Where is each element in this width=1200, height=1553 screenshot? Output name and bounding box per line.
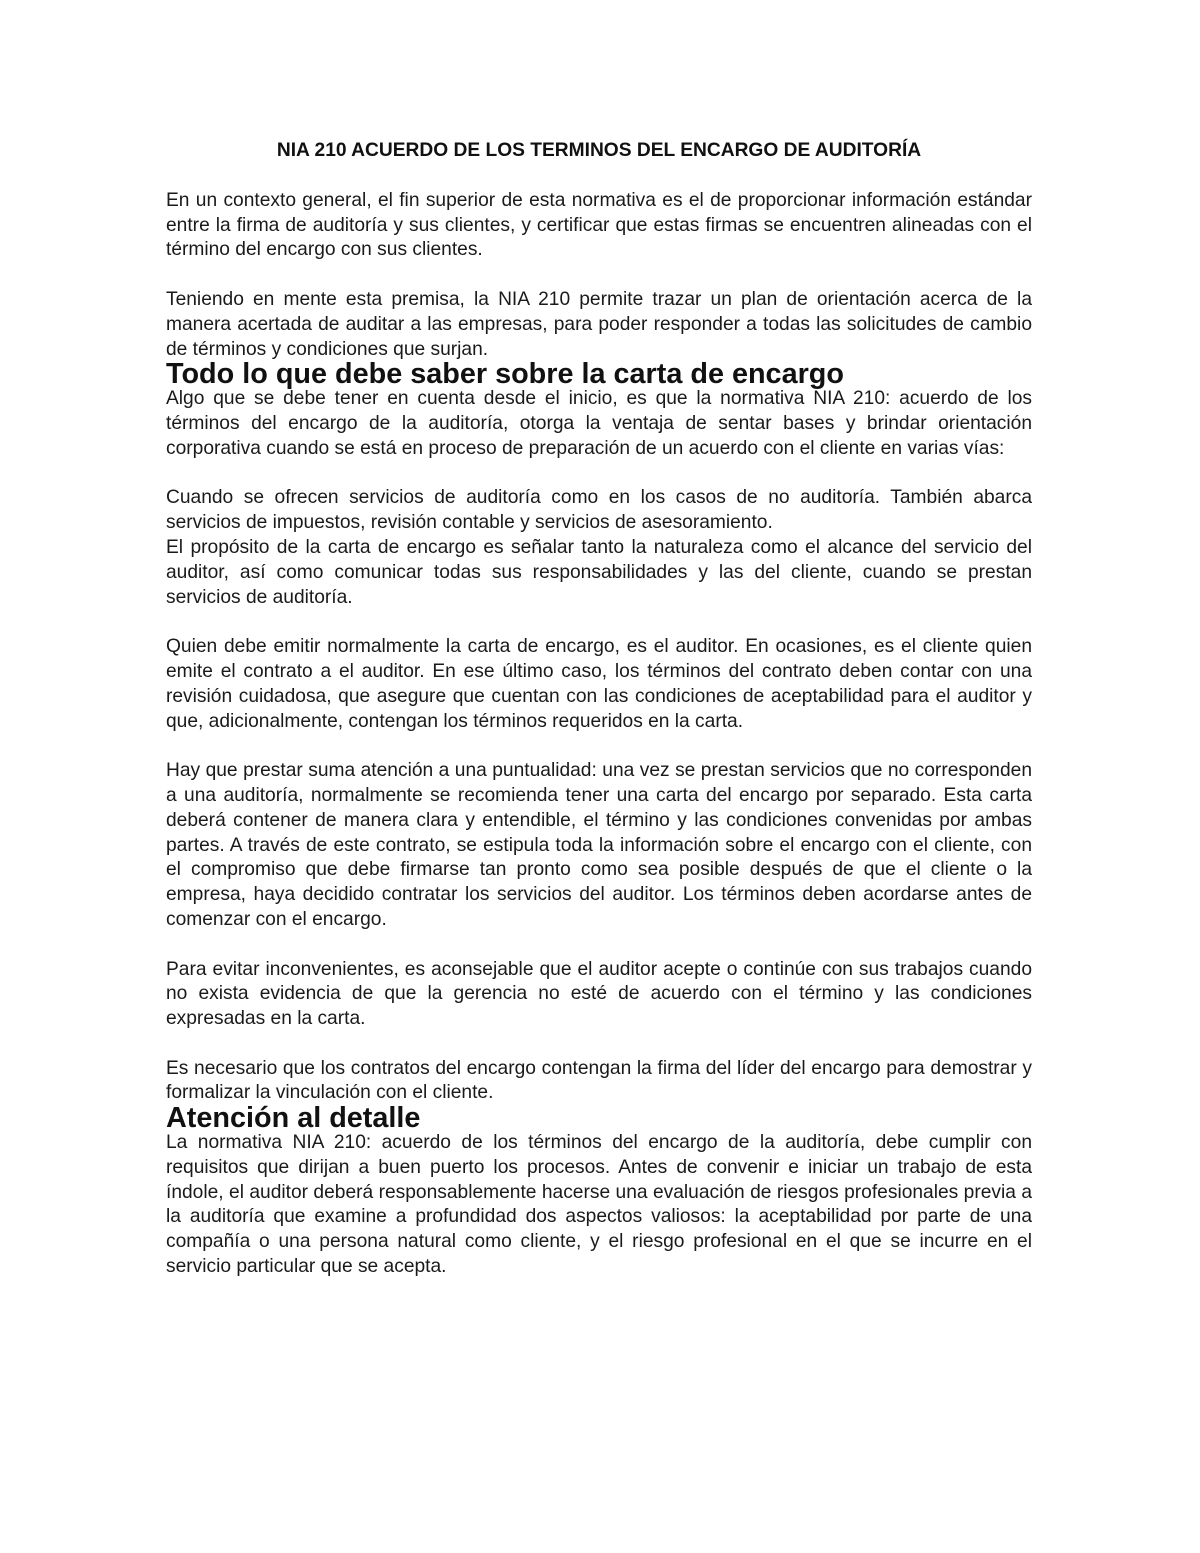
section1-paragraph: Es necesario que los contratos del encargo contengan la firma del líder del encargo para demostrar y formalizar la vinculación con el cliente. bbox=[166, 1057, 1032, 1104]
intro-paragraph: En un contexto general, el fin superior de esta normativa es el de proporcionar información estándar entre la firma de auditoría y sus clientes, y certificar que estas firmas se encuentren alineadas con el término del encargo con sus clientes. bbox=[166, 189, 1032, 261]
section1-paragraph: Quien debe emitir normalmente la carta de encargo, es el auditor. En ocasiones, es el cliente quien emite el contrato a el auditor. En ese último caso, los términos del contrato deben contar con una revisión cuidadosa, que asegure que cuentan con las condiciones de aceptabilidad para el auditor y que, adicionalmente, contengan los términos requeridos en la carta. bbox=[166, 636, 1032, 732]
section-heading-carta-de-encargo: Todo lo que debe saber sobre la carta de encargo bbox=[166, 358, 844, 391]
premise-paragraph: Teniendo en mente esta premisa, la NIA 210 permite trazar un plan de orientación acerca de la manera acertada de auditar a las empresas, para poder responder a todas las solicitudes de cambio de términos y condiciones que surjan. bbox=[166, 288, 1032, 360]
section-heading-atencion-al-detalle: Atención al detalle bbox=[166, 1102, 421, 1135]
section1-paragraph: El propósito de la carta de encargo es señalar tanto la naturaleza como el alcance del servicio del auditor, así como comunicar todas sus responsabilidades y las del cliente, cuando se prestan servicios de auditoría. bbox=[166, 536, 1032, 608]
section1-paragraph: Algo que se debe tener en cuenta desde el inicio, es que la normativa NIA 210: acuerdo de los términos del encargo de la auditoría, otorga la ventaja de sentar bases y brindar orientación corporativa cuando se está en proceso de preparación de un acuerdo con el cliente en varias vías: bbox=[166, 388, 1032, 459]
section1-paragraph: Hay que prestar suma atención a una puntualidad: una vez se prestan servicios que no corresponden a una auditoría, normalmente se recomienda tener una carta del encargo por separado. Esta carta deberá contener de manera clara y entendible, el término y las condiciones convenidas por ambas partes. A través de este contrato, se estipula toda la información sobre el encargo con el cliente, con el compromiso que debe firmarse tan pronto como sea posible después de que el cliente o la empresa, haya decidido contratar los servicios del auditor. Los términos deben acordarse antes de comenzar con el encargo. bbox=[166, 760, 1032, 930]
document-body bbox=[166, 139, 1032, 1280]
document-title: NIA 210 ACUERDO DE LOS TERMINOS DEL ENCARGO DE AUDITORÍA bbox=[276, 140, 922, 161]
section1-paragraph: Para evitar inconvenientes, es aconsejable que el auditor acepte o continúe con sus trabajos cuando no exista evidencia de que la gerencia no esté de acuerdo con el término y las condiciones expresadas en la carta. bbox=[166, 958, 1032, 1030]
section1-paragraph: Cuando se ofrecen servicios de auditoría como en los casos de no auditoría. También abarca servicios de impuestos, revisión contable y servicios de asesoramiento. bbox=[166, 487, 1032, 534]
section2-paragraph: La normativa NIA 210: acuerdo de los términos del encargo de la auditoría, debe cumplir con requisitos que dirijan a buen puerto los procesos. Antes de convenir e iniciar un trabajo de esta índole, el auditor deberá responsablemente hacerse una evaluación de riesgos profesionales previa a la auditoría que examine a profundidad dos aspectos valiosos: la aceptabilidad por parte de una compañía o una persona natural como cliente, y el riesgo profesional en el que se incurre en el servicio particular que se acepta. bbox=[166, 1132, 1032, 1278]
